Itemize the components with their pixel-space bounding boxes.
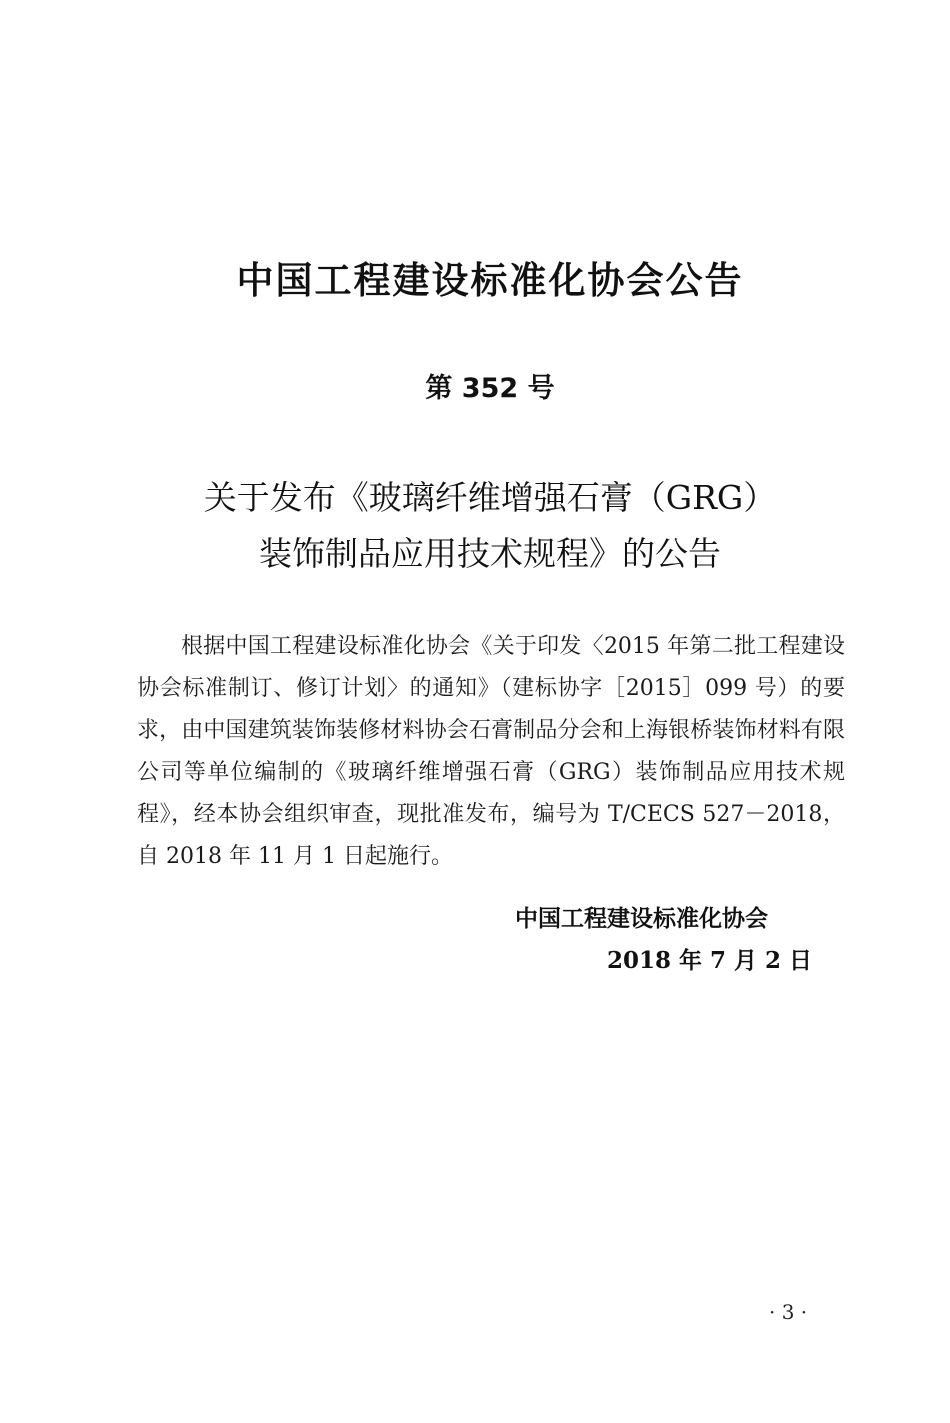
signature-date: 2018 年 7 月 2 日 bbox=[607, 947, 813, 974]
page-number: · 3 · bbox=[769, 1300, 808, 1324]
announcement-subject bbox=[0, 470, 950, 582]
announcement-issue-number: 第 352 号 bbox=[425, 373, 555, 404]
announcement-organization-title: 中国工程建设标准化协会公告 bbox=[236, 259, 744, 302]
announcement-body: 根据中国工程建设标准化协会《关于印发〈2015 年第二批工程建设协会标准制订、修订计划〉的通知》（建标协字［2015］099 号）的要求，由中国建筑装饰装修材料协会石膏制品分会和上海银桥装饰材料有限公司等单位编制的《玻璃纤维增强石膏（GRG）装饰制品应用技术规程》，经本协会组织审查，现批准发布，编号为 T/CECS 527－2018，自 2018 年 11 月 1 日起施行。 bbox=[137, 634, 845, 869]
subject-line-1: 关于发布《玻璃纤维增强石膏（GRG） bbox=[203, 478, 777, 517]
signature-organization: 中国工程建设标准化协会 bbox=[515, 906, 768, 932]
subject-line-2: 装饰制品应用技术规程》的公告 bbox=[259, 534, 721, 573]
